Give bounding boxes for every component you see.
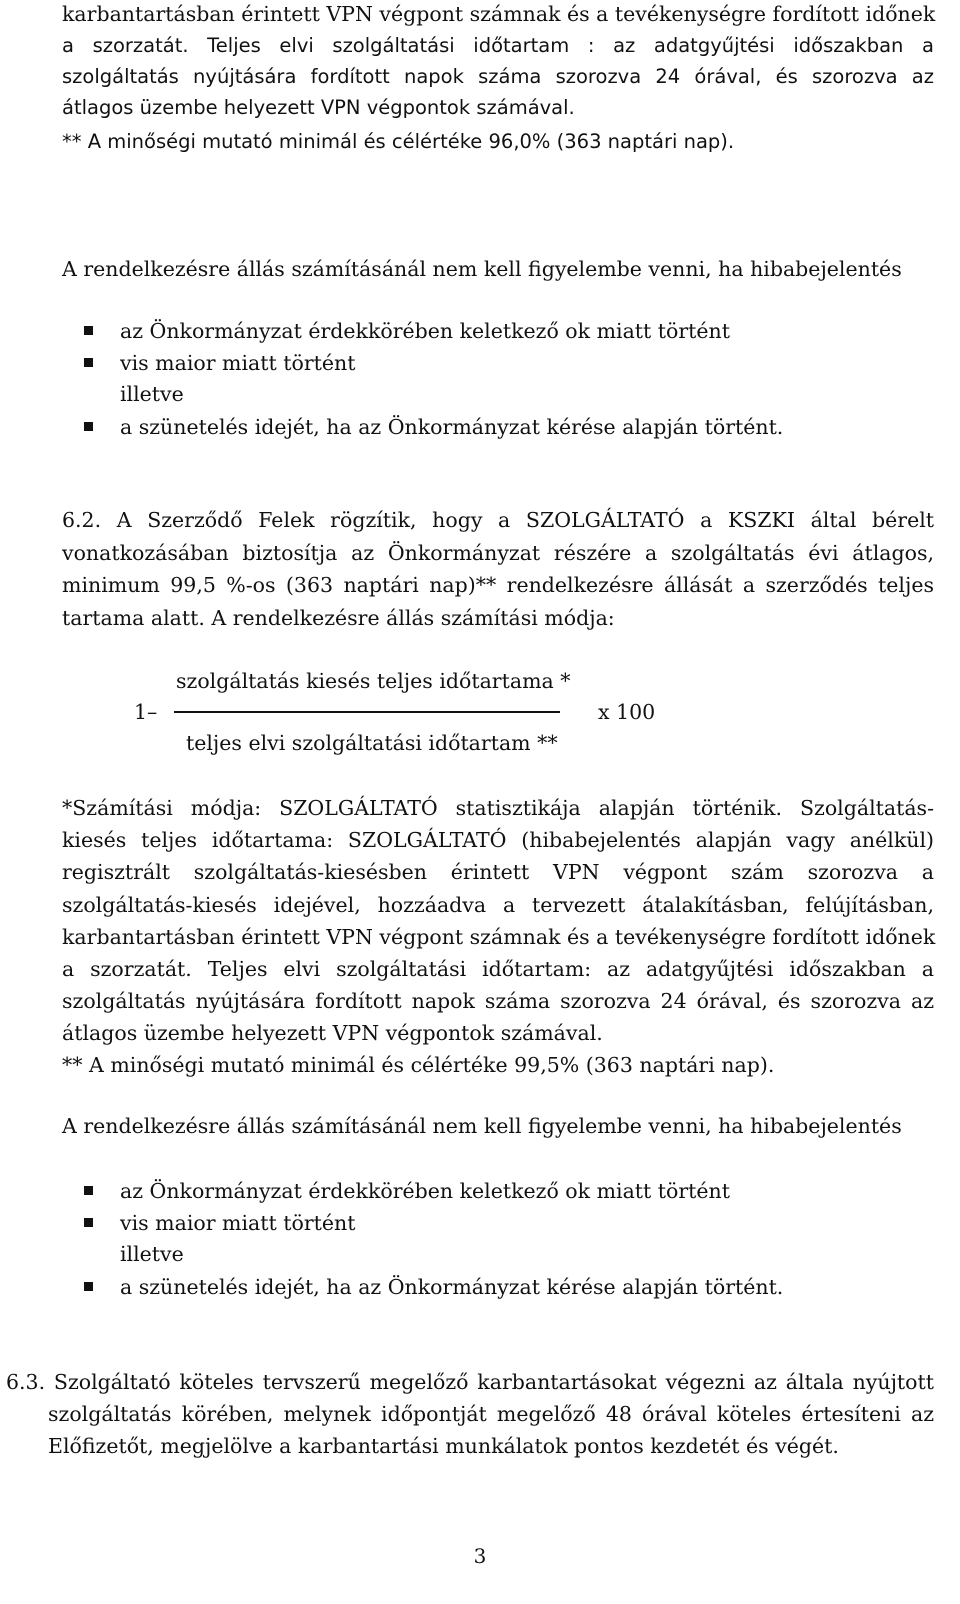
formula-numerator: szolgáltatás kiesés teljes időtartama * bbox=[176, 669, 571, 693]
formula-times-100: x 100 bbox=[598, 700, 656, 724]
formula-one-minus: 1– bbox=[134, 700, 158, 724]
footnote-line-1: *Számítási módja: SZOLGÁLTATÓ statisztikája alapján történik. Szolgáltatás- bbox=[62, 796, 934, 820]
footnote-line-3: regisztrált szolgáltatás-kiesésben érintett VPN végpont szám szorozva a bbox=[62, 860, 934, 884]
availability1-or: illetve bbox=[120, 382, 184, 406]
section-6-2-line-3: minimum 99,5 %-os (363 naptári nap)** rendelkezésre állását a szerződés teljes bbox=[62, 573, 934, 597]
footnote-line-5: karbantartásban érintett VPN végpont számnak és a tevékenységre fordított időnek bbox=[62, 925, 936, 949]
top-line-4: átlagos üzembe helyezett VPN végpontok számával. bbox=[62, 96, 575, 119]
footnote-note: ** A minőségi mutató minimál és célértéke 99,5% (363 naptári nap). bbox=[62, 1053, 775, 1077]
availability-intro-2: A rendelkezésre állás számításánál nem kell figyelembe venni, ha hibabejelentés bbox=[62, 1114, 902, 1138]
availability2-or: illetve bbox=[120, 1242, 184, 1266]
square-bullet-icon bbox=[84, 326, 93, 335]
square-bullet-icon bbox=[84, 358, 93, 367]
formula-denominator: teljes elvi szolgáltatási időtartam ** bbox=[186, 731, 558, 755]
availability-intro-1: A rendelkezésre állás számításánál nem kell figyelembe venni, ha hibabejelentés bbox=[62, 257, 902, 281]
top-note: ** A minőségi mutató minimál és célértéke 96,0% (363 naptári nap). bbox=[62, 130, 735, 153]
footnote-line-8: átlagos üzembe helyezett VPN végpontok számával. bbox=[62, 1021, 603, 1045]
fraction-bar bbox=[174, 711, 560, 713]
top-line-1: karbantartásban érintett VPN végpont számnak és a tevékenységre fordított időnek bbox=[62, 2, 936, 26]
section-6-3-line-1: 6.3. Szolgáltató köteles tervszerű megelőző karbantartásokat végezni az általa nyújtott bbox=[6, 1370, 934, 1394]
section-6-3-line-3: Előfizetőt, megjelölve a karbantartási munkálatok pontos kezdetét és végét. bbox=[48, 1434, 839, 1458]
page-number: 3 bbox=[473, 1544, 487, 1568]
footnote-line-4: szolgáltatás-kiesés idejével, hozzáadva a tervezett átalakításban, felújításban, bbox=[62, 893, 934, 917]
square-bullet-icon bbox=[84, 1218, 93, 1227]
section-6-2-line-1: 6.2. A Szerződő Felek rögzítik, hogy a SZOLGÁLTATÓ a KSZKI által bérelt bbox=[62, 508, 934, 532]
top-line-3: szolgáltatás nyújtására fordított napok száma szorozva 24 órával, és szorozva az bbox=[62, 65, 934, 88]
square-bullet-icon bbox=[84, 1186, 93, 1195]
footnote-line-6: a szorzatát. Teljes elvi szolgáltatási időtartam: az adatgyűjtési időszakban a bbox=[62, 957, 934, 981]
section-6-2-line-4: tartama alatt. A rendelkezésre állás számítási módja: bbox=[62, 606, 615, 630]
footnote-line-7: szolgáltatás nyújtására fordított napok száma szorozva 24 órával, és szorozva az bbox=[62, 989, 934, 1013]
top-line-2: a szorzatát. Teljes elvi szolgáltatási időtartam : az adatgyűjtési időszakban a bbox=[62, 34, 934, 57]
square-bullet-icon bbox=[84, 422, 93, 431]
section-6-3-line-2: szolgáltatás körében, melynek időpontját megelőző 48 órával köteles értesíteni az bbox=[48, 1402, 934, 1426]
square-bullet-icon bbox=[84, 1282, 93, 1291]
section-6-2-line-2: vonatkozásában biztosítja az Önkormányzat részére a szolgáltatás évi átlagos, bbox=[62, 541, 934, 565]
footnote-line-2: kiesés teljes időtartama: SZOLGÁLTATÓ (hibabejelentés alapján vagy anélkül) bbox=[62, 828, 934, 852]
